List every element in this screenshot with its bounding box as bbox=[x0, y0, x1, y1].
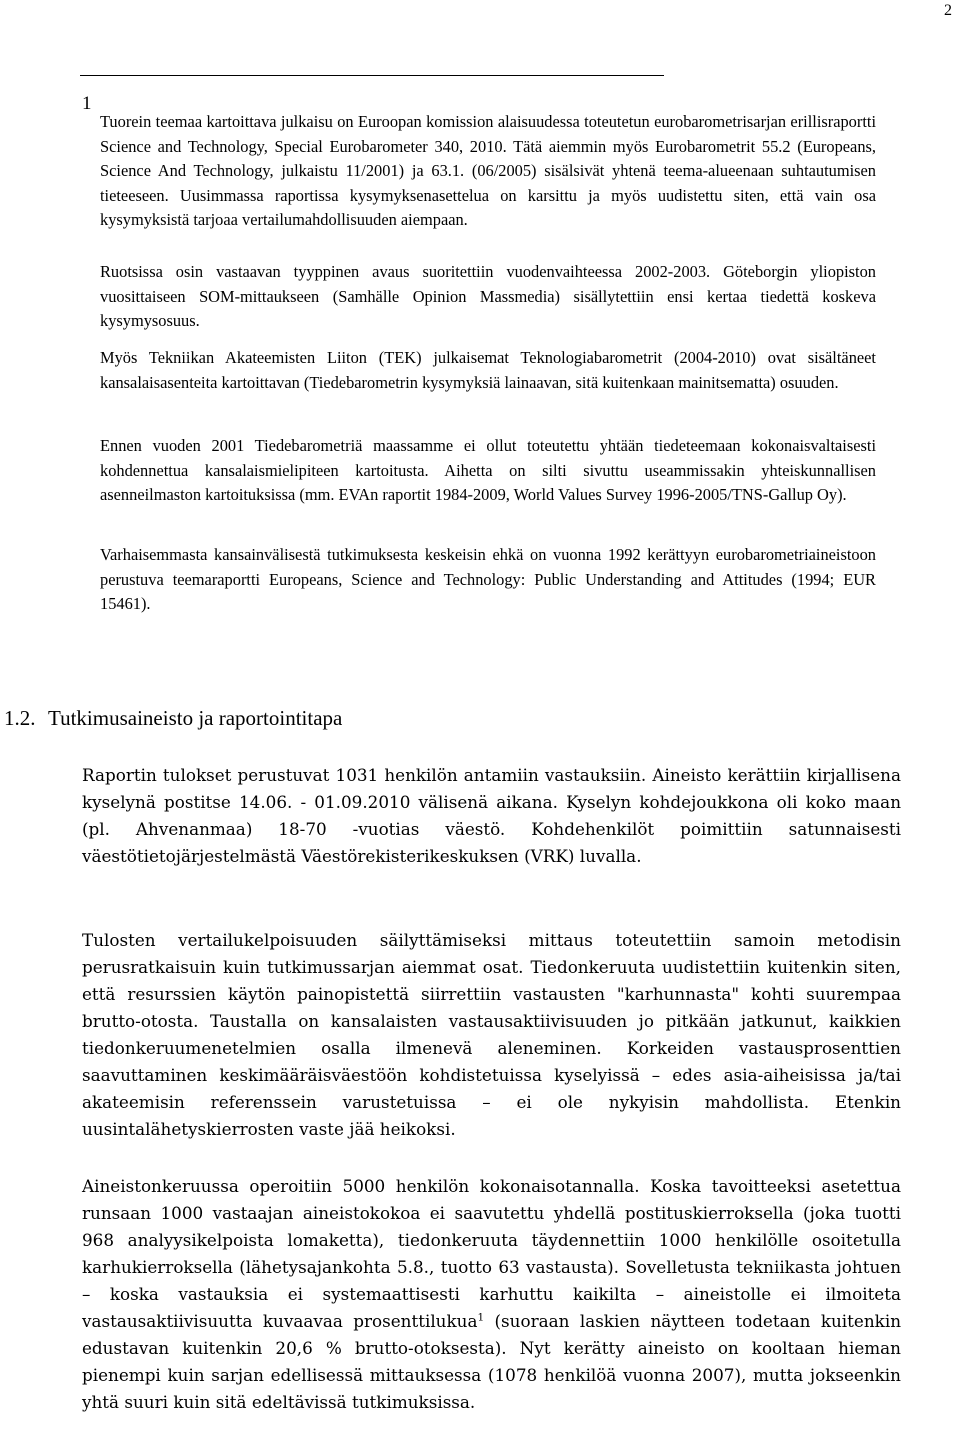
section-title: Tutkimusaineisto ja raportointitapa bbox=[48, 706, 343, 730]
page-number: 2 bbox=[944, 2, 952, 19]
body-paragraph-3-text-a: Aineistonkeruussa operoitiin 5000 henkilön kokonaisotannalla. Koska tavoitteeksi asetettua runsaan 1000 vastaajan aineistokokoa ei saavutettu yhdellä postituskierroksella (joka tuotti 968 analyysikelpoista lomaketta), tiedonkeruuta täydennettiin 1000 henkilölle osoitetulla karhukierroksella (lähetysajankohta 5.8., tuotto 63 vastausta). Sovelletusta tekniikasta johtuen – koska vastauksia ei systemaattisesti karhuttu kaikilta – aineistolle ei ilmoiteta vastausaktiivisuutta kuvaavaa prosenttilukua bbox=[82, 1176, 901, 1331]
footnote-separator-rule bbox=[80, 75, 664, 76]
footnote-paragraph-1: Tuorein teemaa kartoittava julkaisu on Euroopan komission alaisuudessa toteutetun eurobarometrisarjan erillisraportti Science and Technology, Special Eurobarometer 340, 2010. Tätä aiemmin myös Eurobarometrit 55.2 (Europeans, Science And Technology, julkaistu 11/2001) ja 63.1. (06/2005) sisälsivät yhtenä teema-alueenaan suhtautumisen tieteeseen. Uusimmassa raportissa kysymyksenasettelua on karsittu ja myös uudistettu siten, että vain osa kysymyksistä tarjoaa vertailumahdollisuuden aiempaan. bbox=[100, 112, 876, 229]
body-paragraph-3 bbox=[82, 1173, 901, 1416]
footnote-paragraph-4: Ennen vuoden 2001 Tiedebarometriä maassamme ei ollut toteutettu yhtään tiedeteemaan kokonaisvaltaisesti kohdennettua kansalaismielipiteen kartoitusta. Aihetta on silti sivuttu useammissakin yhteiskunnallisen asenneilmaston kartoituksissa (mm. EVAn raportit 1984-2009, World Values Survey 1996-2005/TNS-Gallup Oy). bbox=[100, 436, 876, 504]
footnote-paragraph-3: Myös Tekniikan Akateemisten Liiton (TEK) julkaisemat Teknologiabarometrit (2004-2010) ovat sisältäneet kansalaisasenteita kartoittavan (Tiedebarometrin kysymyksiä lainaavan, sitä kuitenkaan mainitsematta) osuuden. bbox=[100, 348, 876, 392]
body-paragraph-3-text-b: (suoraan laskien näytteen todetaan kuitenkin edustavan kuitenkin 20,6 % brutto-otoksesta). Nyt kerätty aineisto on kooltaan hieman pienempi kuin sarjan edellisessä mittauksessa (1078 henkilöä vuonna 2007), mutta jokseenkin yhtä suuri kuin sitä edeltävissä tutkimuksissa. bbox=[82, 1311, 901, 1412]
document-page: 2 1 Tuorein teemaa kartoittava julkaisu on Euroopan komission alaisuudessa toteutetun eurobarometrisarjan erillisraportti Science and Technology, Special Eurobarometer 340, 2010. Tätä aiemmin myös Eurobarometrit 55.2 (Europeans, Science And Technology, julkaistu 11/2001) ja 63.1. (06/2005) sisälsivät yhtenä teema-alueenaan suhtautumisen tieteeseen. Uusimmassa raportissa kysymyksenasettelua on karsittu ja myös uudistettu siten, että vain osa kysymyksistä tarjoaa vertailumahdollisuuden aiempaan. Ruotsissa osin vastaavan tyyppinen avaus suoritettiin vuodenvaihteessa 2002-2003. Göteborgin yliopiston vuosittaiseen SOM-mittaukseen (Samhälle Opinion Massmedia) sisällytettiin ensi kertaa tiedettä koskeva kysymysosuus. Myös Tekniikan Akateemisten Liiton (TEK) julkaisemat Teknologiabarometrit (2004-2010) ovat sisältäneet kansalaisasenteita kartoittavan (Tiedebarometrin kysymyksiä lainaavan, sitä kuitenkaan mainitsematta) osuuden. Ennen vuoden 2001 Tiedebarometriä maassamme ei ollut toteutettu yhtään tiedeteemaan kokonaisvaltaisesti kohdennettua kansalaismielipiteen kartoitusta. Aihetta on silti sivuttu useammissakin yhteiskunnallisen asenneilmaston kartoituksissa (mm. EVAn raportit 1984-2009, World Values Survey 1996-2005/TNS-Gallup Oy). Varhaisemmasta kansainvälisestä tutkimuksesta keskeisin ehkä on vuonna 1992 kerättyyn eurobarometriaineistoon perustuva teemaraportti Europeans, Science and Technology: Public Understanding and Attitudes (1994; EUR 15461). 1.2. Tutkimusaineisto ja raportointitapa Raportin tulokset perustuvat 1031 henkilön antamiin vastauksiin. Aineisto kerättiin kirjallisena kyselynä postitse 14.06. - 01.09.2010 välisenä aikana. Kyselyn kohdejoukkona oli koko maan (pl. Ahvenanmaa) 18-70 -vuotias väestö. Kohdehenkilöt poimittiin satunnaisesti väestötietojärjestelmästä Väestörekisterikeskuksen (VRK) luvalla. Tulosten vertailukelpoisuuden säilyttämiseksi mittaus toteutettiin samoin metodisin perusratkaisuin kuin tutkimussarjan aiemmat osat. Tiedonkeruuta uudistettiin kuitenkin siten, että resurssien käytön painopistettä siirrettiin vastausten "karhunnasta" kohti suurempaa brutto-otosta. Taustalla on kansalaisten vastausaktiivisuuden jo pitkään jatkunut, kaikkien tiedonkeruumenetelmien osalla ilmenevä aleneminen. Korkeiden vastausprosenttien saavuttaminen keskimääräisväestöön kohdistetuissa kyselyissä – edes asia-aiheisissa ja/tai akateemisin referenssein varustetuissa – ei ole nykyisin mahdollista. Etenkin uusintalähetyskierrosten vaste jää heikoksi. Aineistonkeruussa operoitiin 5000 henkilön kokonaisotannalla. Koska tavoitteeksi asetettua runsaan 1000 vastaajan aineistokokoa ei saavutettu yhdellä postituskierroksella (joka tuotti 968 analyysikelpoista lomaketta), tiedonkeruuta täydennettiin 1000 henkilölle osoitetulla karhukierroksella (lähetysajankohta 5.8., tuotto 63 vastausta). Sovelletusta tekniikasta johtuen – koska vastauksia ei systemaattisesti karhuttu kaikilta – aineistolle ei ilmoiteta vastausaktiivisuutta kuvaavaa prosenttilukua$^1$ (suoraan laskien näytteen todetaan kuitenkin edustavan kuitenkin 20,6 % brutto-otoksesta). Nyt kerätty aineisto on kooltaan hieman pienempi kuin sarjan edellisessä mittauksessa (1078 henkilöä vuonna 2007), mutta jokseenkin yhtä suuri kuin sitä edeltävissä tutkimuksissa. bbox=[0, 0, 960, 1444]
body-paragraph-1: Raportin tulokset perustuvat 1031 henkilön antamiin vastauksiin. Aineisto kerättiin kirjallisena kyselynä postitse 14.06. - 01.09.2010 välisenä aikana. Kyselyn kohdejoukkona oli koko maan (pl. Ahvenanmaa) 18-70 -vuotias väestö. Kohdehenkilöt poimittiin satunnaisesti väestötietojärjestelmästä Väestörekisterikeskuksen (VRK) luvalla. bbox=[82, 765, 901, 866]
footnote-paragraph-2: Ruotsissa osin vastaavan tyyppinen avaus suoritettiin vuodenvaihteessa 2002-2003. Göteborgin yliopiston vuosittaiseen SOM-mittaukseen (Samhälle Opinion Massmedia) sisällytettiin ensi kertaa tiedettä koskeva kysymysosuus. bbox=[100, 262, 876, 330]
footnote-paragraph-5: Varhaisemmasta kansainvälisestä tutkimuksesta keskeisin ehkä on vuonna 1992 kerättyyn eurobarometriaineistoon perustuva teemaraportti Europeans, Science and Technology: Public Understanding and Attitudes (1994; EUR 15461). bbox=[100, 545, 876, 613]
section-number: 1.2. bbox=[4, 706, 36, 730]
body-paragraph-2: Tulosten vertailukelpoisuuden säilyttämiseksi mittaus toteutettiin samoin metodisin perusratkaisuin kuin tutkimussarjan aiemmat osat. Tiedonkeruuta uudistettiin kuitenkin siten, että resurssien käytön painopistettä siirrettiin vastausten "karhunnasta" kohti suurempaa brutto-otosta. Taustalla on kansalaisten vastausaktiivisuuden jo pitkään jatkunut, kaikkien tiedonkeruumenetelmien osalla ilmenevä aleneminen. Korkeiden vastausprosenttien saavuttaminen keskimääräisväestöön kohdistetuissa kyselyissä – edes asia-aiheisissa ja/tai akateemisin referenssein varustetuissa – ei ole nykyisin mahdollista. Etenkin uusintalähetyskierrosten vaste jää heikoksi. bbox=[82, 930, 901, 1139]
footnote-reference: 1 bbox=[477, 1311, 485, 1324]
